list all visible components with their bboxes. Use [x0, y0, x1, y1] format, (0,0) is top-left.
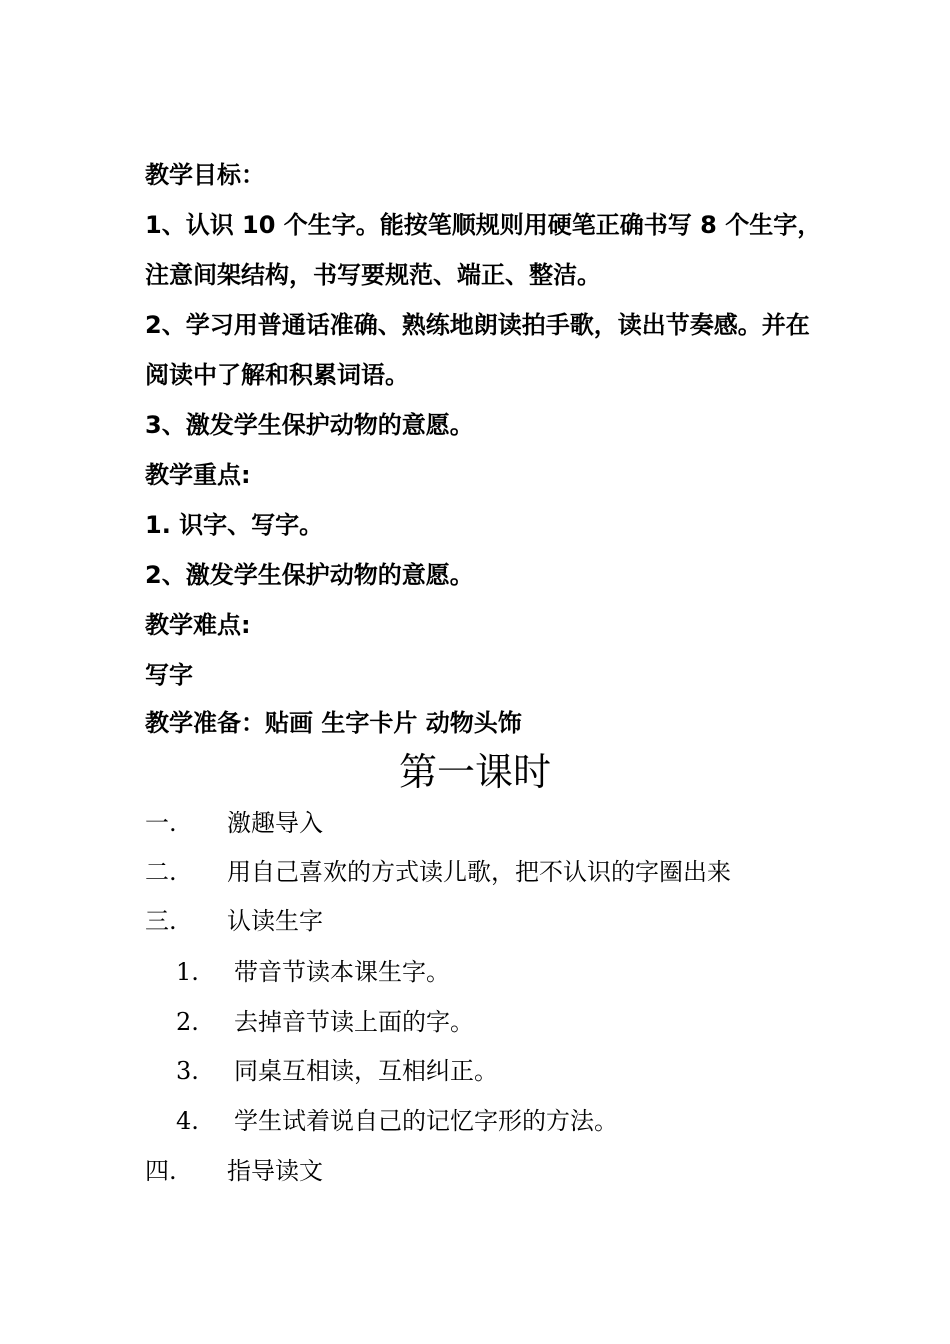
- step-3: [145, 905, 323, 937]
- preparation: 教学准备：贴画 生字卡片 动物头饰: [145, 709, 522, 737]
- key-points-heading: 教学重点:: [145, 461, 251, 489]
- objective-1-line-1: 1、认识 10 个生字。能按笔顺规则用硬笔正确书写 8 个生字，: [145, 211, 822, 239]
- objectives-heading: 教学目标：: [145, 161, 265, 189]
- step-number: 二.: [145, 858, 177, 886]
- difficulty-heading: 教学难点:: [145, 611, 251, 639]
- step-text: 激趣导入: [227, 809, 323, 837]
- key-point-1: 1. 识字、写字。: [145, 511, 324, 539]
- substep-text: 带音节读本课生字。: [234, 958, 450, 986]
- substep-3: [176, 1055, 498, 1087]
- difficulty-content: 写字: [145, 661, 193, 689]
- substep-text: 同桌互相读，互相纠正。: [234, 1057, 498, 1085]
- step-number: 三.: [145, 907, 177, 935]
- substep-number: 3.: [176, 1057, 199, 1085]
- substep-text: 学生试着说自己的记忆字形的方法。: [234, 1107, 618, 1135]
- substep-number: 1.: [176, 958, 199, 986]
- step-2: [145, 856, 731, 888]
- step-text: 指导读文: [227, 1157, 323, 1185]
- objective-2-line-2: 阅读中了解和积累词语。: [145, 361, 409, 389]
- lesson-title: 第一课时: [398, 750, 551, 794]
- substep-number: 4.: [176, 1107, 199, 1135]
- step-text: 认读生字: [227, 907, 323, 935]
- substep-2: [176, 1006, 474, 1038]
- substep-number: 2.: [176, 1008, 199, 1036]
- step-number: 四.: [145, 1157, 177, 1185]
- objective-1-line-2: 注意间架结构，书写要规范、端正、整洁。: [145, 261, 601, 289]
- step-1: [145, 807, 323, 839]
- key-point-2: 2、激发学生保护动物的意愿。: [145, 561, 474, 589]
- substep-4: [176, 1105, 618, 1137]
- step-number: 一.: [145, 809, 177, 837]
- step-4: [145, 1155, 323, 1187]
- substep-1: [176, 956, 450, 988]
- substep-text: 去掉音节读上面的字。: [234, 1008, 474, 1036]
- objective-3: 3、激发学生保护动物的意愿。: [145, 411, 474, 439]
- step-text: 用自己喜欢的方式读儿歌，把不认识的字圈出来: [227, 858, 731, 886]
- objective-2-line-1: 2、学习用普通话准确、熟练地朗读拍手歌，读出节奏感。并在: [145, 311, 810, 339]
